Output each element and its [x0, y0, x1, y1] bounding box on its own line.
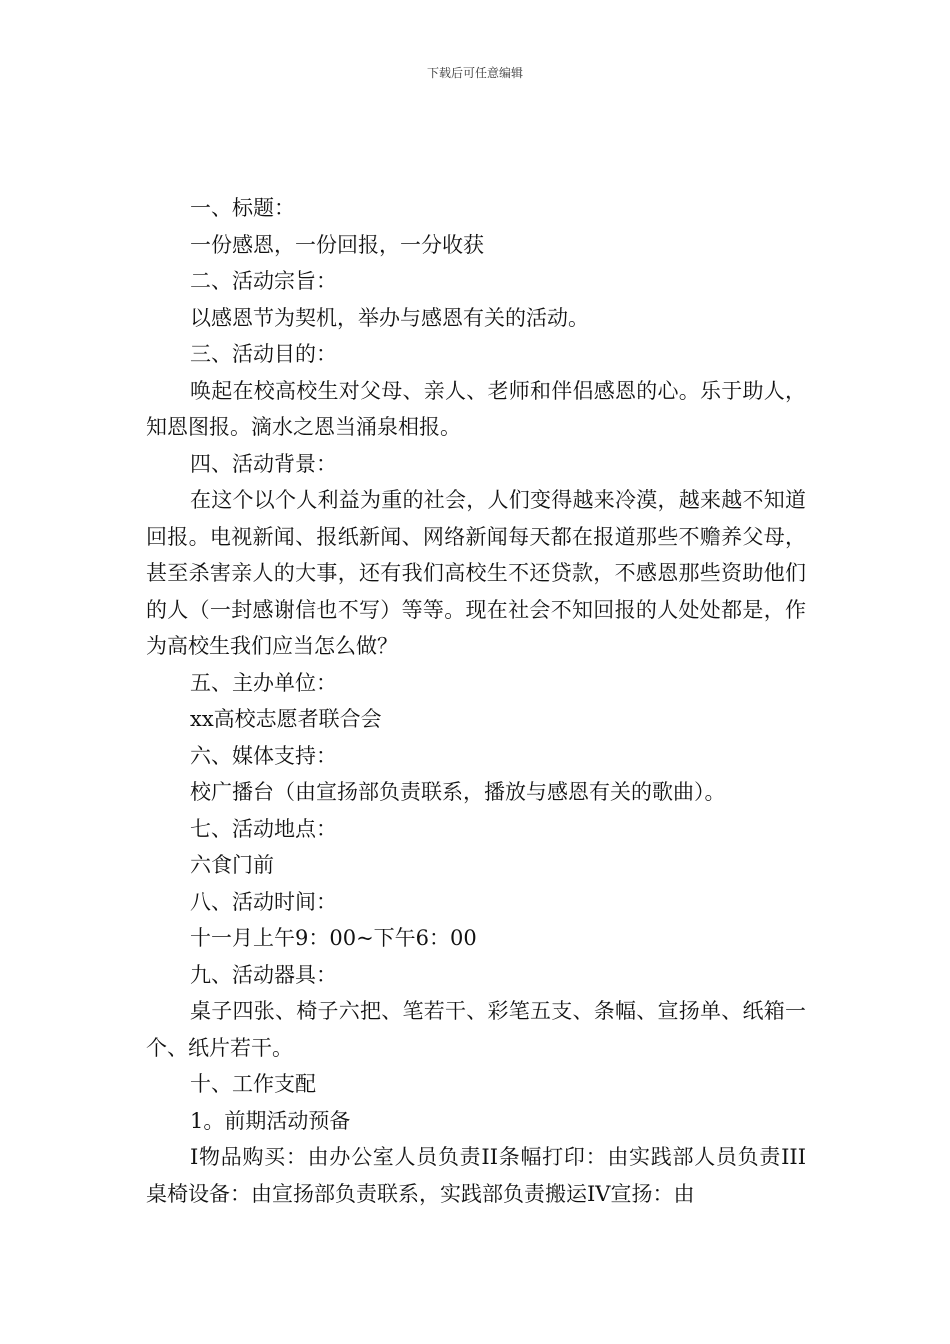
paragraph-equipment-text: 桌子四张、椅子六把、笔若干、彩笔五支、条幅、宣扬单、纸箱一个、纸片若干。 [146, 999, 806, 1060]
paragraph-title-text: 一份感恩，一份回报，一分收获 [190, 232, 484, 257]
section-heading-organizer: 五、主办单位： [190, 670, 337, 695]
section-heading-location: 七、活动地点： [190, 816, 337, 841]
section-heading-work: 十、工作支配 [190, 1072, 316, 1096]
section-heading-purpose: 二、活动宗旨： [190, 269, 337, 293]
section-heading-goal: 三、活动目的： [190, 342, 337, 366]
paragraph-work-subheading: 1。前期活动预备 [190, 1108, 351, 1133]
paragraph-time-text: 十一月上午9：00~下午6：00 [190, 926, 477, 950]
paragraph-media-text: 校广播台（由宣扬部负责联系，播放与感恩有关的歌曲）。 [190, 780, 726, 804]
paragraph-organizer-text: xx高校志愿者联合会 [190, 707, 382, 731]
page-header: 下载后可任意编辑 [426, 66, 523, 80]
paragraph-location-text: 六食门前 [190, 853, 274, 877]
paragraph-purpose-text: 以感恩节为契机，举办与感恩有关的活动。 [190, 305, 589, 330]
document-body [146, 190, 806, 1212]
section-heading-media: 六、媒体支持： [190, 743, 337, 768]
section-heading-title: 一、标题： [190, 196, 295, 220]
paragraph-goal-text: 唤起在校高校生对父母、亲人、老师和伴侣感恩的心。乐于助人，知恩图报。滴水之恩当涌泉相报。 [146, 378, 806, 439]
paragraph-background-text: 在这个以个人利益为重的社会，人们变得越来冷漠，越来越不知道回报。电视新闻、报纸新闻、网络新闻每天都在报道那些不赡养父母，甚至杀害亲人的大事，还有我们高校生不还贷款，不感恩那些资助他们的人（一封感谢信也不写）等等。现在社会不知回报的人处处都是，作为高校生我们应当怎么做？ [146, 488, 806, 658]
paragraph-work-text: I物品购买：由办公室人员负责II条幅打印：由实践部人员负责III桌椅设备：由宣扬部负责联系，实践部负责搬运IV宣扬：由 [146, 1145, 806, 1206]
section-heading-background: 四、活动背景： [190, 451, 337, 476]
section-heading-time: 八、活动时间： [190, 889, 337, 914]
section-heading-equipment: 九、活动器具： [190, 962, 337, 987]
